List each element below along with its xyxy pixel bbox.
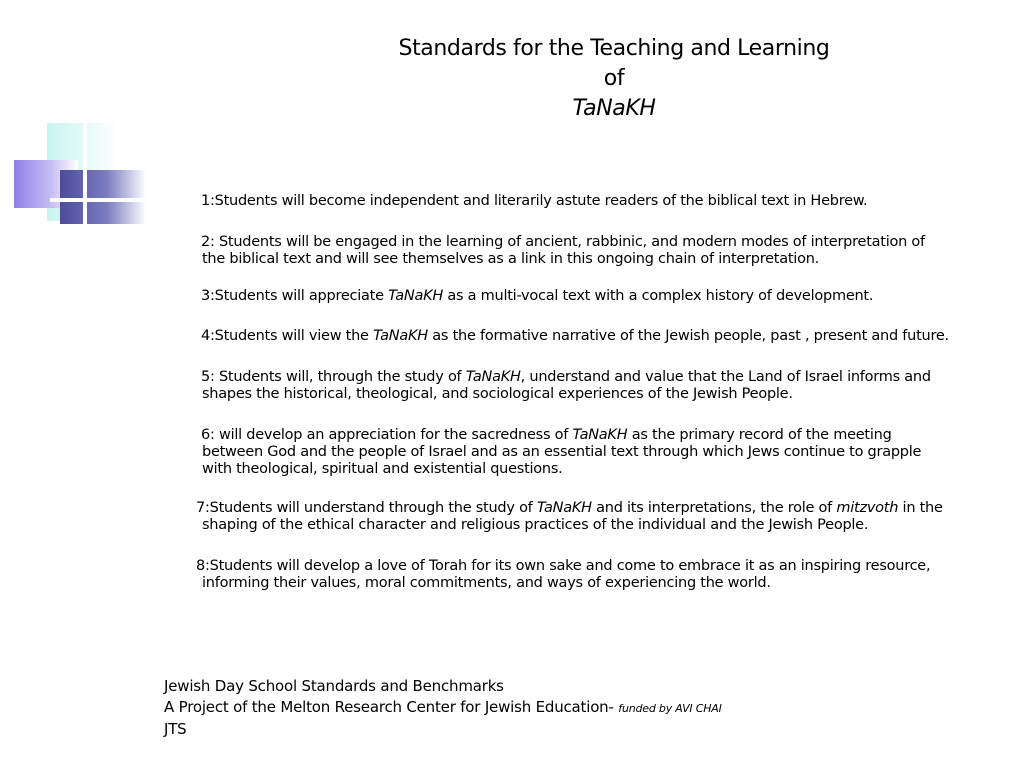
- term-tanakh: TaNaKH: [536, 500, 592, 516]
- standard-item: 5: Students will, through the study of TaNaKH, understand and value that the Land of Israel informs and shapes the historical, theological, and sociological experiences of the Jewish People.: [201, 369, 931, 402]
- standard-item: 2: Students will be engaged in the learning of ancient, rabbinic, and modern modes of interpretation of the biblical text and will see themselves as a link in this ongoing chain of interpretation.: [201, 234, 925, 267]
- term-tanakh: TaNaKH: [388, 288, 443, 304]
- page-title: [330, 34, 898, 124]
- standard-item: 8:Students will develop a love of Torah for its own sake and come to embrace it as an inspiring resource, informing their values, moral commitments, and ways of experiencing the world.: [196, 558, 931, 591]
- standard-item: 4:Students will view the TaNaKH as the formative narrative of the Jewish people, past , present and future.: [201, 328, 949, 344]
- standard-item: 3:Students will appreciate TaNaKH as a multi-vocal text with a complex history of development.: [201, 288, 874, 304]
- standard-item: 7:Students will understand through the study of TaNaKH and its interpretations, the role of mitzvoth in the shaping of the ethical character and religious practices of the individual and the Jewish People.: [196, 500, 943, 533]
- standard-item: 1:Students will become independent and literarily astute readers of the biblical text in Hebrew.: [201, 193, 868, 209]
- footer-line-2: A Project of the Melton Research Center for Jewish Education- funded by AVI CHAI: [164, 698, 722, 716]
- term-tanakh: TaNaKH: [465, 369, 521, 385]
- decorative-square-indigo: [60, 170, 146, 224]
- decorative-divider-horizontal: [50, 198, 146, 202]
- title-line-2: of: [603, 66, 625, 91]
- standard-item: 6: will develop an appreciation for the sacredness of TaNaKH as the primary record of the meeting between God and the people of Israel and as an essential text through which Jews continue to grapple with theological, spiritual and existential questions.: [201, 427, 922, 477]
- footer: [164, 676, 722, 740]
- footer-line-1: Jewish Day School Standards and Benchmarks: [164, 677, 504, 695]
- title-line-3: TaNaKH: [572, 96, 656, 121]
- term-mitzvoth: mitzvoth: [836, 500, 899, 516]
- footer-line-3: JTS: [164, 720, 187, 738]
- term-tanakh: TaNaKH: [373, 328, 428, 344]
- decorative-divider-vertical: [83, 123, 87, 224]
- title-line-1: Standards for the Teaching and Learning: [398, 36, 830, 61]
- term-tanakh: TaNaKH: [572, 427, 628, 443]
- funding-note: funded by AVI CHAI: [618, 702, 722, 715]
